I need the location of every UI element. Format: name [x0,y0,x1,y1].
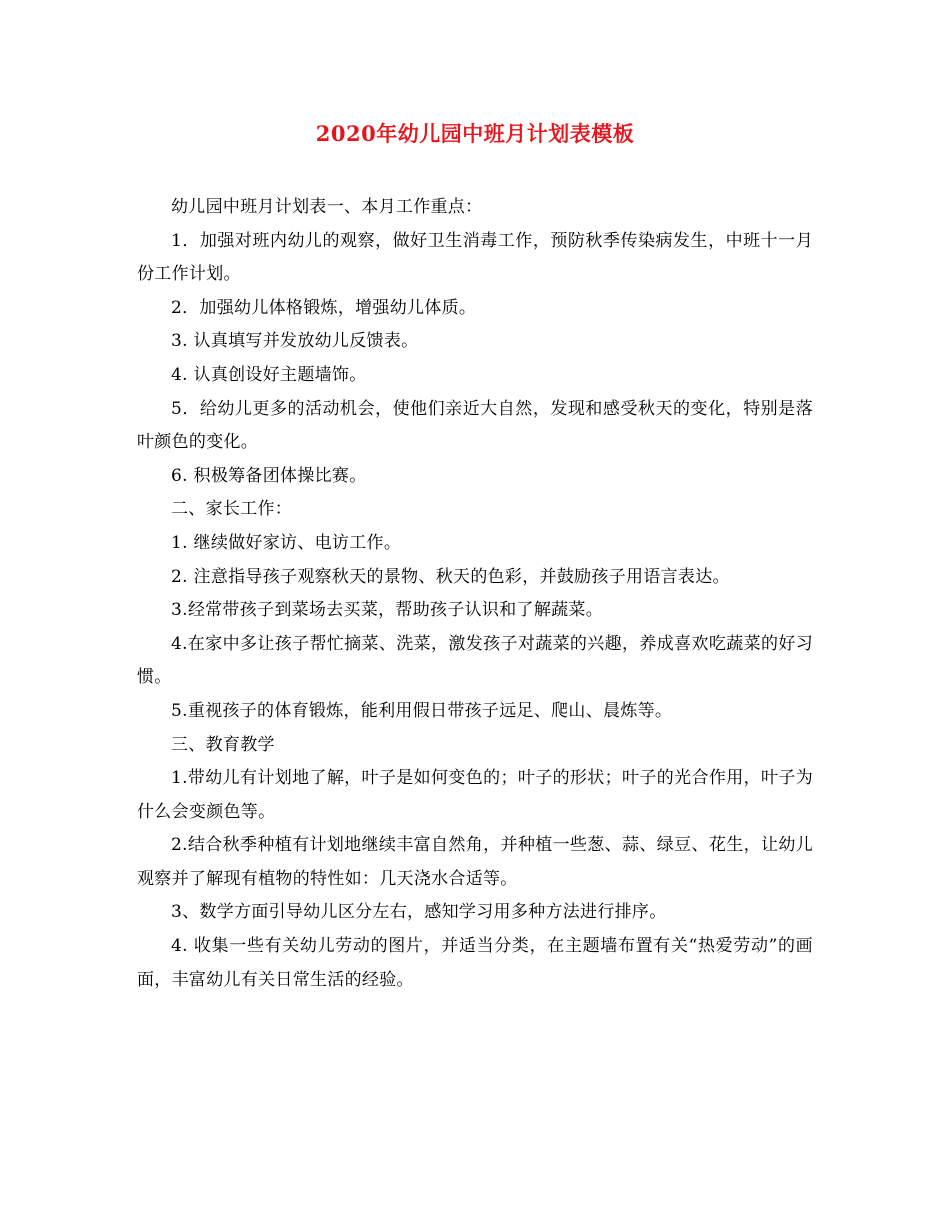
document-body [137,191,813,997]
paragraph-parent-item-3: 3.经常带孩子到菜场去买菜，帮助孩子认识和了解蔬菜。 [171,600,604,621]
paragraph-teaching-item-2: 2.结合秋季种植有计划地继续丰富自然角，并种植一些葱、蒜、绿豆、花生，让幼儿观察并了解现有植物的特性如：几天浇水合适等。 [137,835,813,889]
paragraph-parent-item-2: 2. 注意指导孩子观察秋天的景物、秋天的色彩，并鼓励孩子用语言表达。 [171,566,730,587]
paragraph-work-item-4: 4. 认真创设好主题墙饰。 [171,364,367,385]
paragraph-work-item-6: 6. 积极筹备团体操比赛。 [171,465,367,486]
paragraph-teaching-item-3: 3、数学方面引导幼儿区分左右，感知学习用多种方法进行排序。 [171,902,667,923]
paragraph-work-item-3: 3. 认真填写并发放幼儿反馈表。 [171,331,419,352]
paragraph-work-focus-heading: 幼儿园中班月计划表一、本月工作重点： [171,197,483,217]
paragraph-work-item-2: 2．加强幼儿体格锻炼，增强幼儿体质。 [171,297,477,318]
paragraph-teaching-heading: 三、教育教学 [171,734,275,755]
paragraph-parent-item-5: 5.重视孩子的体育锻炼，能利用假日带孩子远足、爬山、晨炼等。 [171,700,673,721]
document-title: 2020年幼儿园中班月计划表模板 [315,121,635,146]
paragraph-parent-item-1: 1. 继续做好家访、电访工作。 [171,532,402,553]
paragraph-work-item-1: 1．加强对班内幼儿的观察，做好卫生消毒工作，预防秋季传染病发生，中班十一月份工作计划。 [137,230,813,285]
paragraph-work-item-5: 5．给幼儿更多的活动机会，使他们亲近大自然，发现和感受秋天的变化，特别是落叶颜色的变化。 [137,398,813,453]
paragraph-parent-item-4: 4.在家中多让孩子帮忙摘菜、洗菜，激发孩子对蔬菜的兴趣，养成喜欢吃蔬菜的好习惯。 [137,633,813,688]
paragraph-parent-work-heading: 二、家长工作： [171,499,293,520]
paragraph-teaching-item-1: 1.带幼儿有计划地了解，叶子是如何变色的；叶子的形状；叶子的光合作用，叶子为什么会变颜色等。 [137,768,813,822]
paragraph-teaching-item-4: 4. 收集一些有关幼儿劳动的图片，并适当分类，在主题墙布置有关“热爱劳动”的画面，丰富幼儿有关日常生活的经验。 [137,936,813,990]
